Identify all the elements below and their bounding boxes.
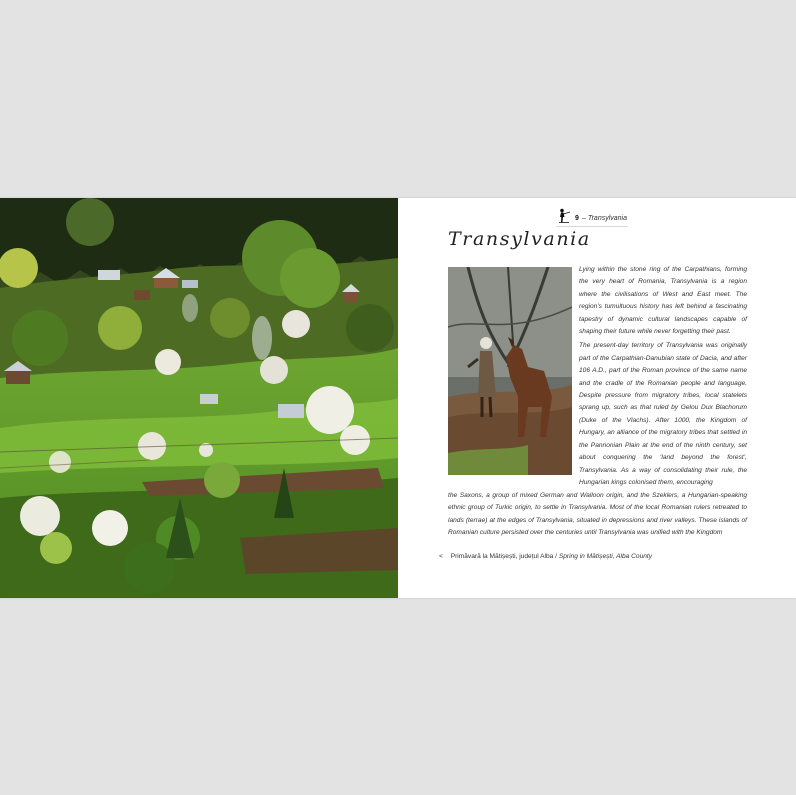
page-number: 9 [575, 215, 579, 222]
body-text-wide: the Saxons, a group of mixed German and Walloon origin, and the Szeklers, a Hungarian-speaking ethnic group of Turkic origin, to settle in Transylvania. Most of the local Romanian rulers retreated to lands (terrae) at the edges of Transylvania, situated in depressions and river valleys. These islands of Romanian culture persisted over the centuries until Transylvania was unified with the Kingdom [448, 492, 747, 537]
left-arrow-icon: < [439, 553, 443, 560]
running-head [556, 210, 628, 227]
ploughman-icon [557, 208, 571, 224]
body-paragraph: Lying within the stone ring of the Carpathians, forming the very heart of Romania, Transylvania is a region where the civilisations of West and East meet. The region’s tumultuous history has left behind a fascinating tapestry of dynamic cultural landscapes capable of shaping their future while never forgetting their past. [579, 266, 747, 336]
page-title: Transylvania [448, 228, 591, 250]
photo-caption [439, 553, 652, 560]
body-paragraph: The present-day territory of Transylvania was originally part of the Carpathian-Danubian state of Dacia, and after 106 A.D., part of the Roman province of the same name and the cradle of the Romanian people and language. Despite pressure from migratory tribes, local statelets sprang up, such as that ruled by Gelou Dux Blachorum (Duke of the Vlachs). After 1000, the Kingdom of Hungary, an alliance of the migratory tribes that settled in the Pannonian Plain at the end of the ninth century, set about conquering the ‘land beyond the forest’, Transylvania. As a way of consolidating their rule, the Hungarian kings colonised them, encouraging [579, 342, 747, 486]
body-text-column [579, 264, 747, 491]
landscape-photo [0, 198, 398, 598]
ploughing-photo [448, 267, 572, 475]
caption-romanian: Primăvară la Mătișești, județul Alba / [450, 553, 557, 560]
text-page [398, 198, 796, 598]
caption-english: Spring in Mătișești, Alba County [558, 553, 653, 560]
section-label: – Transylvania [582, 215, 628, 222]
book-spread [0, 198, 796, 598]
